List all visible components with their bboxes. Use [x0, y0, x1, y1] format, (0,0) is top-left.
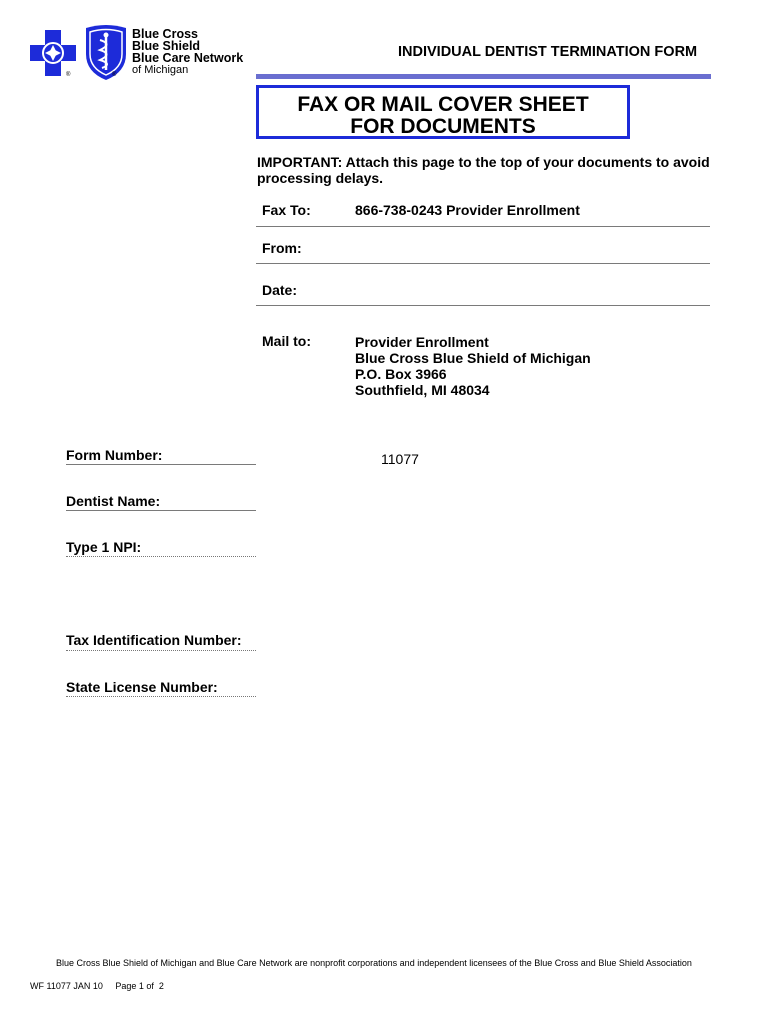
important-notice: IMPORTANT: Attach this page to the top of your documents to avoid processing delays. — [257, 154, 710, 186]
registered-mark: ® — [66, 72, 71, 78]
fax-to-rule — [256, 226, 710, 227]
address-line: Blue Cross Blue Shield of Michigan — [355, 350, 591, 366]
cover-title-line-1: FAX OR MAIL COVER SHEET — [297, 93, 589, 116]
form-number-value: 11077 — [381, 451, 419, 467]
brand-line-2: Blue Shield — [132, 39, 201, 53]
cover-sheet-title-box — [256, 85, 630, 139]
license-field[interactable] — [66, 696, 256, 697]
tax-id-label: Tax Identification Number: — [66, 632, 242, 648]
fax-to-label: Fax To: — [262, 202, 311, 218]
address-line: Southfield, MI 48034 — [355, 382, 490, 398]
registered-mark: ® — [112, 72, 117, 78]
address-line: Provider Enrollment — [355, 334, 489, 350]
date-label: Date: — [262, 282, 298, 298]
footer-form-code: WF 11077 JAN 10 Page 1 of 2 — [30, 981, 164, 991]
address-line: P.O. Box 3966 — [355, 366, 447, 382]
npi-field[interactable] — [66, 556, 256, 557]
brand-line-3: Blue Care Network — [132, 51, 244, 65]
form-title: INDIVIDUAL DENTIST TERMINATION FORM — [398, 44, 698, 60]
license-label: State License Number: — [66, 679, 218, 695]
blue-shield-logo — [80, 24, 132, 82]
form-number-line — [66, 464, 256, 465]
blue-cross-logo — [28, 28, 78, 78]
npi-label: Type 1 NPI: — [66, 539, 142, 555]
mail-to-label: Mail to: — [262, 333, 311, 349]
date-field-line[interactable] — [256, 305, 710, 306]
brand-line-4: of Michigan — [132, 64, 189, 76]
fax-to-value: 866-738-0243 Provider Enrollment — [355, 202, 580, 218]
brand-name — [132, 28, 243, 76]
header-rule — [256, 74, 711, 79]
mail-to-address — [355, 334, 591, 398]
tax-id-field[interactable] — [66, 650, 256, 651]
footer-disclaimer: Blue Cross Blue Shield of Michigan and Blue Care Network are nonprofit corporations and independent licensees of the Blue Cross and Blue Shield Association — [56, 958, 692, 968]
dentist-name-field[interactable] — [66, 510, 256, 511]
from-label: From: — [262, 240, 302, 256]
cover-title-line-2: FOR DOCUMENTS — [350, 115, 536, 138]
brand-line-1: Blue Cross — [132, 27, 198, 41]
from-field-line[interactable] — [256, 263, 710, 264]
dentist-name-label: Dentist Name: — [66, 493, 161, 509]
form-number-label: Form Number: — [66, 447, 163, 463]
